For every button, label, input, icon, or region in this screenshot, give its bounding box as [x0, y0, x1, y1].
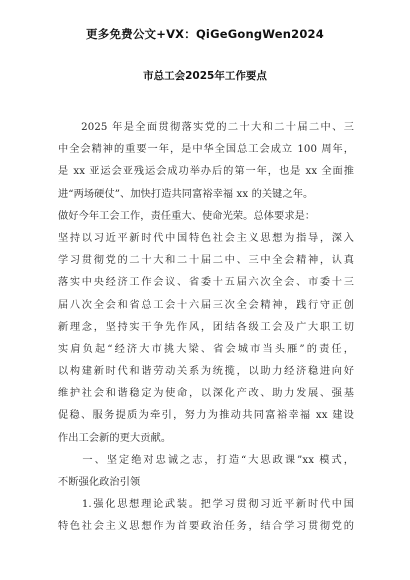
body-text-line: 坚持以习近平新时代中国特色社会主义思想为指导，深入 — [58, 232, 354, 244]
body-text-line: 届八次全会和省总工会十六届三次全会精神，践行守正创 — [58, 299, 354, 311]
body-text-line: 新理念，坚持实干争先作风，团结各级工会及广大职工切 — [58, 321, 354, 333]
document-body — [58, 117, 354, 539]
body-text-line: 作出工会新的更大贡献。 — [58, 432, 172, 444]
body-text-line: 特色社会主义思想作为首要政治任务，结合学习贯彻党的 — [58, 521, 354, 533]
document-title: 市总工会2025年工作要点 — [143, 70, 267, 82]
body-text-line: 2025 年是全面贯彻落实党的二十大和二十届二中、三 — [58, 122, 354, 133]
body-text-line: 不断强化政治引领 — [58, 477, 141, 488]
body-text-line: 1.强化思想理论武装。把学习贯彻习近平新时代中国 — [58, 499, 354, 511]
body-text-line: 实肩负起“经济大市挑大梁、省会城市当头雁”的责任， — [58, 343, 354, 355]
body-text-line: 落实中央经济工作会议、省委十五届六次全会、市委十三 — [58, 277, 354, 289]
body-text-line: 中全会精神的重要一年，是中华全国总工会成立 100 周年， — [58, 144, 354, 156]
body-text-line: 一、坚定绝对忠诚之志，打造“大思政课”xx 模式， — [58, 454, 354, 466]
body-text-line: 是 xx 亚运会亚残运会成功举办后的第一年，也是 xx 全面推 — [58, 166, 354, 178]
body-text-line: 促稳、服务提质为牵引，努力为推动共同富裕幸福 xx 建设 — [58, 410, 354, 422]
body-text-line: 学习贯彻党的二十大和二十届二中、三中全会精神，认真 — [58, 255, 354, 267]
body-text-line: 进“两场硬仗”、加快打造共同富裕幸福 xx 的关键之年。 — [58, 188, 314, 200]
body-text-line: 以构建新时代和谐劳动关系为统揽，以助力经济稳进向好 — [58, 366, 354, 378]
watermark-header: 更多免费公文+VX：QiGeGongWen2024 — [86, 27, 324, 41]
body-text-line: 做好今年工会工作，责任重大、使命光荣。总体要求是： — [58, 210, 316, 222]
body-text-line: 维护社会和谐稳定为使命，以深化产改、助力发展、强基 — [58, 388, 354, 400]
